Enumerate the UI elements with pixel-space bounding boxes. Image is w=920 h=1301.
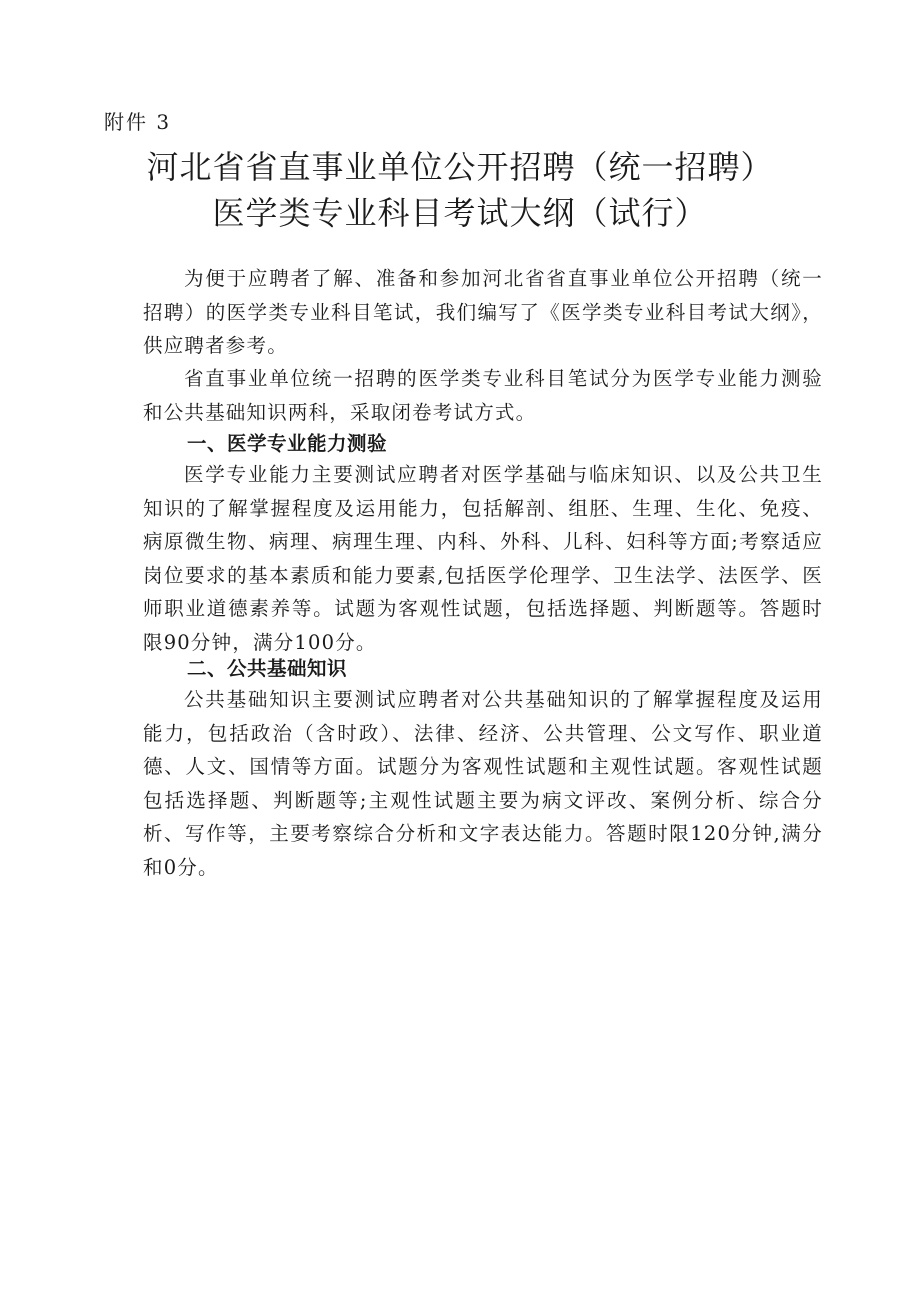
document-title-line-1: 河北省省直事业单位公开招聘（统一招聘） — [146, 148, 774, 186]
intro-paragraph: 为便于应聘者了解、准备和参加河北省省直事业单位公开招聘（统一招聘）的医学类专业科目笔试，我们编写了《医学类专业科目考试大纲》，供应聘者参考。 — [143, 267, 823, 357]
section-2-paragraph: 公共基础知识主要测试应聘者对公共基础知识的了解掌握程度及运用能力，包括政治（含时政）、法律、经济、公共管理、公文写作、职业道德、人文、国情等方面。试题分为客观性试题和主观性试题。客观性试题包括选择题、判断题等;主观性试题主要为病文评改、案例分析、综合分析、写作等，主要考察综合分析和文字表达能力。答题时限120分钟,满分和0分。 — [143, 688, 823, 879]
section-1-paragraph: 医学专业能力主要测试应聘者对医学基础与临床知识、以及公共卫生知识的了解掌握程度及运用能力，包括解剖、组胚、生理、生化、免疫、病原微生物、病理、病理生理、内科、外科、儿科、妇科等方面;考察适应岗位要求的基本素质和能力要素,包括医学伦理学、卫生法学、法医学、医师职业道德素养等。试题为客观性试题，包括选择题、判断题等。答题时限90分钟，满分100分。 — [143, 463, 823, 654]
section-2-heading: 二、公共基础知识 — [187, 657, 348, 680]
section-1-heading: 一、医学专业能力测验 — [187, 432, 388, 455]
attachment-label: 附件 3 — [104, 110, 172, 134]
document-title-line-2: 医学类专业科目考试大纲（试行） — [212, 194, 708, 232]
structure-paragraph: 省直事业单位统一招聘的医学类专业科目笔试分为医学专业能力测验和公共基础知识两科，采取闭卷考试方式。 — [143, 367, 823, 424]
